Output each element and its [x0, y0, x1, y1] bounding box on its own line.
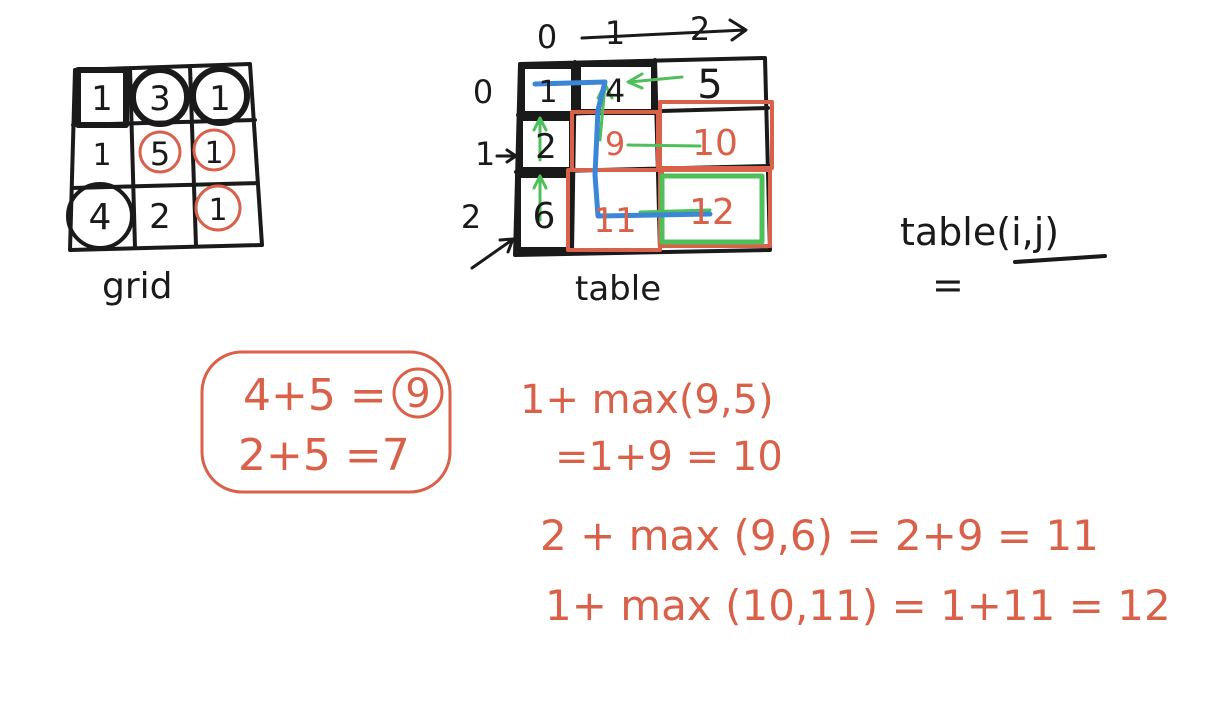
grid-cell: 4	[88, 197, 112, 238]
calc-line-1: 1+ max(9,5)	[520, 377, 774, 423]
table-cell: 6	[532, 196, 556, 237]
row-pointer-arrow	[497, 150, 516, 162]
sum-line-2: 2+5 =7	[238, 430, 410, 481]
grid-cell: 1	[91, 79, 113, 119]
table-row-header: 0	[472, 73, 494, 111]
table-row-header: 1	[474, 135, 496, 173]
definition-equals: =	[932, 263, 964, 307]
table-cell: 9	[604, 125, 626, 163]
calculations	[520, 377, 1171, 630]
table-cell: 5	[697, 62, 723, 108]
grid-diagram	[68, 64, 262, 307]
table-cell: 1	[538, 75, 558, 110]
grid-cell: 2	[149, 197, 171, 237]
grid-cell: 1	[204, 136, 224, 171]
row-axis-arrow	[472, 239, 513, 268]
table-caption: table	[575, 269, 662, 309]
grid-cell: 1	[92, 138, 112, 173]
grid-cell: 1	[208, 193, 228, 228]
calc-line-3: 2 + max (9,6) = 2+9 = 11	[540, 511, 1099, 560]
table-col-header: 1	[604, 14, 626, 52]
sum-line-1-result: 9	[405, 371, 431, 417]
table-cell: 10	[692, 123, 738, 164]
calc-line-2: =1+9 = 10	[555, 434, 783, 480]
table-cell: 4	[604, 72, 626, 110]
table-row-header: 2	[460, 198, 482, 236]
table-col-header: 2	[689, 10, 711, 48]
grid-cell: 5	[149, 135, 171, 173]
table-diagram	[461, 10, 772, 309]
table-col-header: 0	[536, 18, 558, 56]
table-cell: 11	[593, 201, 637, 241]
table-cell: 12	[689, 192, 735, 233]
boxed-sums	[202, 352, 450, 492]
sum-line-1: 4+5 =	[243, 370, 387, 421]
definition-underline	[1015, 256, 1105, 262]
definition-label: table(i,j)	[900, 210, 1060, 254]
table-cell: 2	[535, 127, 557, 167]
grid-caption: grid	[102, 266, 173, 307]
calc-line-4: 1+ max (10,11) = 1+11 = 12	[545, 581, 1171, 630]
grid-cell: 3	[149, 79, 171, 119]
definition-block	[900, 210, 1105, 307]
grid-cell: 1	[209, 79, 231, 119]
